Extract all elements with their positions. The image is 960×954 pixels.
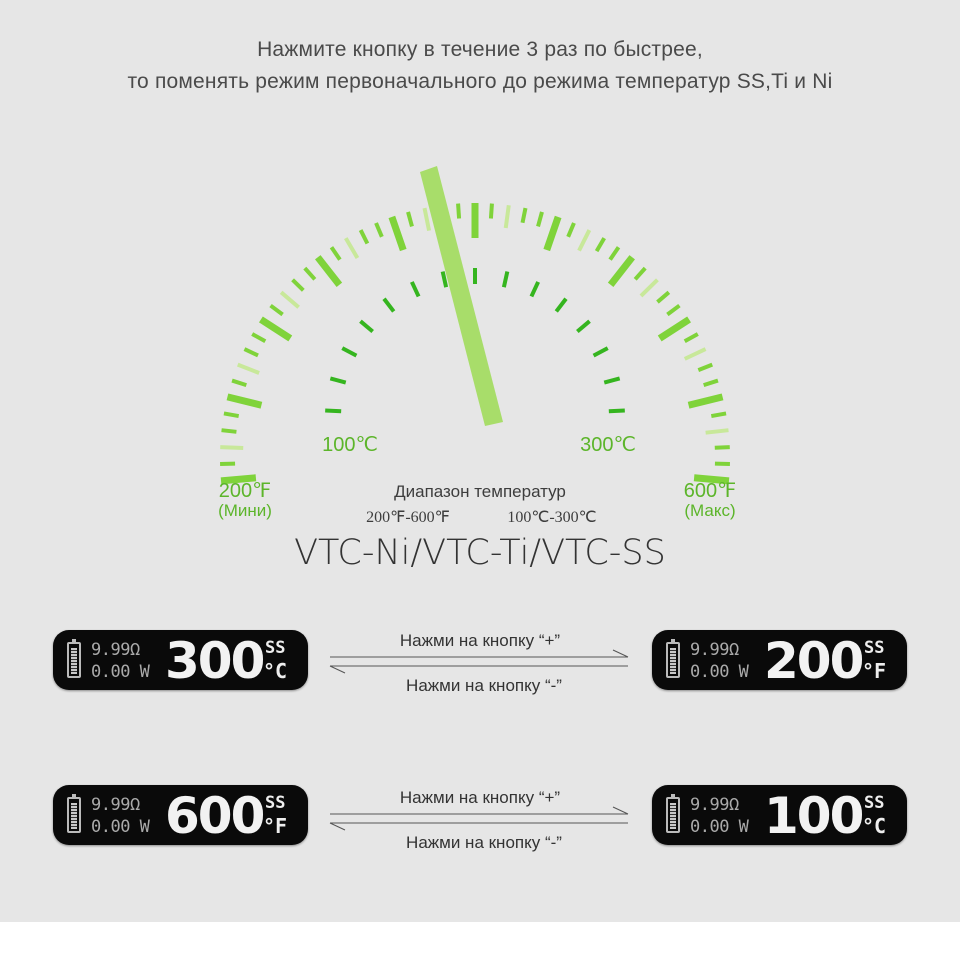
gauge-inner-tick xyxy=(609,411,625,412)
gauge-inner-tick xyxy=(330,378,345,382)
gauge-minor-tick xyxy=(361,230,368,243)
gauge-minor-tick xyxy=(506,205,509,228)
gauge-minor-tick xyxy=(224,413,239,416)
plus-button-hint-2: Нажми на кнопку “+” xyxy=(399,788,561,807)
gauge-minor-tick xyxy=(238,365,259,373)
plus-button-hint-1: Нажми на кнопку “+” xyxy=(399,631,561,650)
gauge-minor-tick xyxy=(667,306,679,315)
mode-readout: SS xyxy=(265,793,286,813)
gauge-minor-tick xyxy=(715,447,730,448)
power-readout: 0.00 W xyxy=(690,817,749,837)
gauge-minor-tick xyxy=(685,334,698,341)
gauge-max-c-label: 300℃ xyxy=(580,434,636,456)
gauge-min-f-label: 200℉ xyxy=(218,480,272,502)
gauge-minor-tick xyxy=(704,381,718,386)
gauge-minor-tick xyxy=(523,208,526,223)
gauge-major-tick xyxy=(611,257,633,285)
battery-icon xyxy=(67,797,81,833)
gauge-minor-tick xyxy=(425,208,430,231)
range-fahrenheit: 200℉-600℉ xyxy=(366,509,450,526)
gauge-minor-tick xyxy=(597,238,605,251)
gauge-minor-tick xyxy=(685,349,706,359)
power-readout: 0.00 W xyxy=(91,817,150,837)
gauge-minor-tick xyxy=(657,292,668,302)
unit-readout: °C xyxy=(862,814,887,838)
resistance-readout: 9.99Ω xyxy=(690,640,739,660)
resistance-readout: 9.99Ω xyxy=(91,640,140,660)
gauge-minor-tick xyxy=(305,268,315,279)
gauge-minor-tick xyxy=(232,381,246,386)
gauge-max-f-label: 600℉ xyxy=(683,480,737,502)
transition-arrows-2 xyxy=(325,805,635,835)
battery-icon xyxy=(666,797,680,833)
gauge-inner-tick xyxy=(360,321,372,331)
display-right-1 xyxy=(652,630,907,690)
gauge-inner-tick xyxy=(556,299,566,312)
resistance-readout: 9.99Ω xyxy=(91,795,140,815)
gauge-inner-tick xyxy=(342,348,356,355)
gauge-minor-tick xyxy=(222,430,237,432)
minus-button-hint-2: Нажми на кнопку “-” xyxy=(406,833,562,852)
gauge-minor-tick xyxy=(244,349,258,355)
unit-readout: °F xyxy=(263,814,288,838)
gauge-minor-tick xyxy=(346,238,358,258)
gauge-minor-tick xyxy=(538,212,542,226)
display-left-2 xyxy=(53,785,308,845)
gauge-min-c-label: 100℃ xyxy=(322,434,378,456)
gauge-minor-tick xyxy=(706,430,729,433)
transition-arrows-1 xyxy=(325,648,635,678)
unit-readout: °C xyxy=(263,659,288,683)
gauge-inner-tick xyxy=(443,272,446,288)
mode-title: VTC-Ni/VTC-Ti/VTC-SS xyxy=(294,533,666,573)
gauge-major-tick xyxy=(689,397,723,405)
gauge-minor-tick xyxy=(698,365,712,370)
gauge-minor-tick xyxy=(458,204,459,219)
gauge-inner-tick xyxy=(412,282,419,297)
gauge-minor-tick xyxy=(711,413,726,416)
gauge-minor-tick xyxy=(641,280,657,296)
mode-readout: SS xyxy=(864,793,885,813)
gauge-minor-tick xyxy=(271,306,283,315)
gauge-inner-tick xyxy=(604,378,619,382)
gauge-minor-tick xyxy=(281,292,298,307)
unit-readout: °F xyxy=(862,659,887,683)
temperature-readout: 200 xyxy=(764,632,863,690)
gauge-minor-tick xyxy=(568,223,574,237)
gauge-major-tick xyxy=(660,319,689,338)
gauge-minor-tick xyxy=(491,204,492,219)
gauge-minor-tick xyxy=(331,247,339,259)
display-left-1 xyxy=(53,630,308,690)
display-right-2 xyxy=(652,785,907,845)
gauge-minor-tick xyxy=(610,247,618,259)
temperature-gauge xyxy=(0,150,960,490)
gauge-inner-tick xyxy=(384,299,394,312)
gauge-minor-tick xyxy=(252,334,265,341)
gauge-inner-tick xyxy=(594,348,608,355)
gauge-major-tick xyxy=(392,217,403,250)
instruction-line-2: то поменять режим первоначального до режима температур SS,Ti и Ni xyxy=(127,70,833,93)
mode-readout: SS xyxy=(265,638,286,658)
gauge-minor-tick xyxy=(220,447,243,448)
gauge-minor-tick xyxy=(635,268,645,279)
battery-icon xyxy=(67,642,81,678)
gauge-minor-tick xyxy=(579,230,589,251)
gauge-inner-tick xyxy=(577,321,589,331)
gauge-inner-tick xyxy=(325,411,341,412)
range-title: Диапазон температур xyxy=(394,482,566,501)
resistance-readout: 9.99Ω xyxy=(690,795,739,815)
gauge-max-sub-label: (Макс) xyxy=(684,501,736,520)
gauge-min-sub-label: (Мини) xyxy=(218,501,272,520)
gauge-minor-tick xyxy=(408,212,412,226)
gauge-minor-tick xyxy=(293,280,304,290)
gauge-inner-tick xyxy=(531,282,538,297)
gauge-inner-tick xyxy=(504,272,507,288)
gauge-major-tick xyxy=(318,257,340,285)
power-readout: 0.00 W xyxy=(690,662,749,682)
temperature-readout: 600 xyxy=(165,787,264,845)
power-readout: 0.00 W xyxy=(91,662,150,682)
mode-readout: SS xyxy=(864,638,885,658)
footer-strip xyxy=(0,922,960,954)
gauge-major-tick xyxy=(261,319,290,338)
battery-icon xyxy=(666,642,680,678)
instruction-line-1: Нажмите кнопку в течение 3 раз по быстрее, xyxy=(257,38,703,61)
gauge-minor-tick xyxy=(376,223,382,237)
minus-button-hint-1: Нажми на кнопку “-” xyxy=(406,676,562,695)
temperature-readout: 100 xyxy=(764,787,863,845)
temperature-readout: 300 xyxy=(165,632,264,690)
gauge-major-tick xyxy=(547,217,558,250)
gauge-major-tick xyxy=(227,397,261,405)
range-celsius: 100℃-300℃ xyxy=(507,509,597,526)
